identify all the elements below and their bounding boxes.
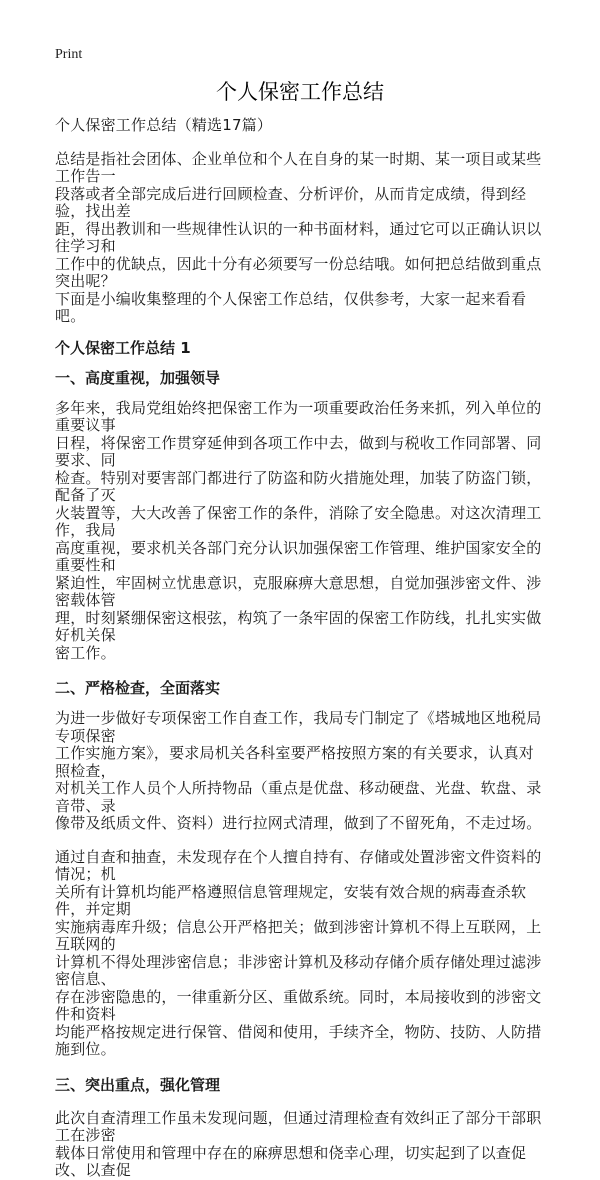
section-1-heading: 一、高度重视，加强领导 <box>55 368 221 387</box>
page-title: 个人保密工作总结 <box>216 80 384 104</box>
text-line: 通过自查和抽查，未发现存在个人擅自持有、存储或处置涉密文件资料的情况；机 <box>55 847 542 883</box>
text-line: 实施病毒库升级；信息公开严格把关；做到涉密计算机不得上互联网，上互联网的 <box>55 917 542 953</box>
text-line: 高度重视，要求机关各部门充分认识加强保密工作管理、维护国家安全的重要性和 <box>55 538 542 574</box>
text-line: 总结是指社会团体、企业单位和个人在自身的某一时期、某一项目或某些工作告一 <box>55 149 542 185</box>
text-line: 为进一步做好专项保密工作自查工作，我局专门制定了《塔城地区地税局专项保密 <box>55 709 542 745</box>
text-line: 均能严格按规定进行保管、借阅和使用，手续齐全，物防、技防、人防措施到位。 <box>55 1022 542 1058</box>
text-line: 对机关工作人员个人所持物品（重点是优盘、移动硬盘、光盘、软盘、录音带、录 <box>55 779 542 815</box>
text-line: 段落或者全部完成后进行回顾检查、分析评价，从而肯定成绩，得到经验，找出差 <box>55 184 527 220</box>
text-line: 火装置等，大大改善了保密工作的条件，消除了安全隐患。对这次清理工作，我局 <box>55 503 542 539</box>
text-line: 此次自查清理工作虽未发现问题，但通过清理检查有效纠正了部分干部职工在涉密 <box>55 1108 542 1144</box>
section-1-paragraph <box>55 400 545 663</box>
text-line: 关所有计算机均能严格遵照信息管理规定，安装有效合规的病毒查杀软件，并定期 <box>55 882 527 918</box>
text-line: 紧迫性，牢固树立忧患意识，克服麻痹大意思想，自觉加强涉密文件、涉密载体管 <box>55 573 542 609</box>
text-line: 理，时刻紧绷保密这根弦，构筑了一条牢固的保密工作防线，扎扎实实做好机关保 <box>55 608 542 644</box>
article-heading: 个人保密工作总结 1 <box>55 338 191 357</box>
text-line: 日程，将保密工作贯穿延伸到各项工作中去，做到与税收工作同部署、同要求、同 <box>55 433 542 469</box>
text-line: 存在涉密隐患的，一律重新分区、重做系统。同时，本局接收到的涉密文件和资料 <box>55 987 542 1023</box>
text-line: 工作实施方案》，要求局机关各科室要严格按照方案的有关要求，认真对照检查， <box>55 744 534 780</box>
section-2-paragraph-2 <box>55 849 545 1059</box>
text-line: 检查。特别对要害部门都进行了防盗和防火措施处理，加装了防盗门锁，配备了灭 <box>55 468 542 504</box>
section-3-heading: 三、突出重点，强化管理 <box>55 1075 221 1094</box>
section-2-heading: 二、严格检查，全面落实 <box>55 679 221 697</box>
text-line: 下面是小编收集整理的个人保密工作总结，仅供参考，大家一起来看看吧。 <box>55 289 527 325</box>
text-line: 计算机不得处理涉密信息；非涉密计算机及移动存储介质存储处理过滤涉密信息、 <box>55 952 542 988</box>
intro-paragraph <box>55 151 545 326</box>
section-2-paragraph-1 <box>55 710 545 833</box>
print-link[interactable]: Print <box>55 47 83 62</box>
text-line: 像带及纸质文件、资料）进行拉网式清理，做到了不留死角，不走过场。 <box>55 814 542 832</box>
document-subtitle: 个人保密工作总结（精选17篇） <box>55 116 273 134</box>
section-3-paragraph <box>55 1110 545 1180</box>
text-line: 距，得出教训和一些规律性认识的一种书面材料，通过它可以正确认识以往学习和 <box>55 219 542 255</box>
text-line: 多年来，我局党组始终把保密工作为一项重要政治任务来抓，列入单位的重要议事 <box>55 398 542 434</box>
text-line: 载体日常使用和管理中存在的麻痹思想和侥幸心理，切实起到了以查促改、以查促 <box>55 1143 527 1179</box>
text-line: 工作中的优缺点，因此十分有必须要写一份总结哦。如何把总结做到重点突出呢？ <box>55 254 542 290</box>
text-line: 密工作。 <box>55 643 116 662</box>
